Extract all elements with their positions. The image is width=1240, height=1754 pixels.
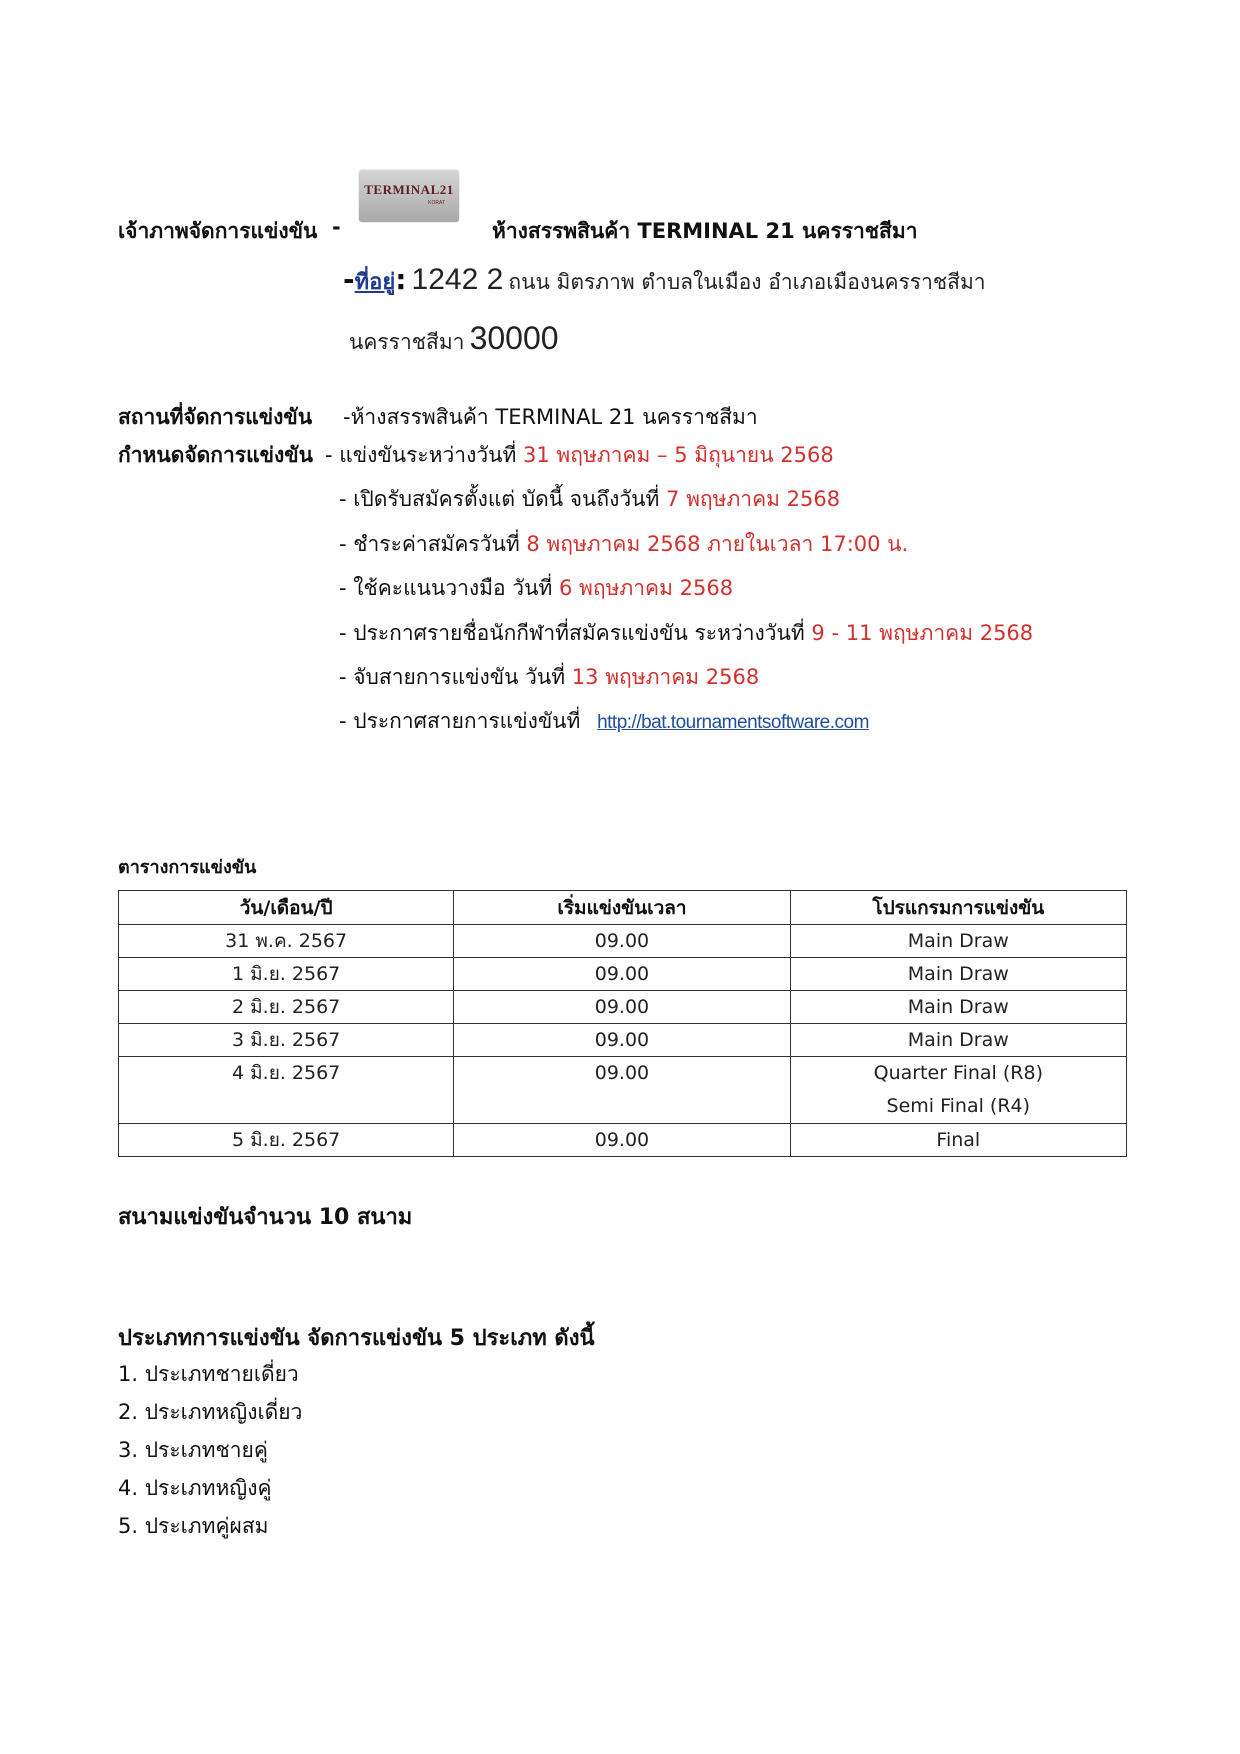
categories-heading: ประเภทการแข่งขัน จัดการแข่งขัน 5 ประเภท ดังนี้ [118,1326,595,1351]
category-item: 4. ประเภทหญิงคู่ [118,1476,272,1500]
table-row [119,1057,1127,1124]
schedule-item [339,617,1033,650]
cell-time: 09.00 [454,958,790,991]
address-prefix: - [343,263,355,296]
cell-date: 4 มิ.ย. 2567 [119,1057,454,1124]
program-line-2: Semi Final (R4) [886,1095,1031,1117]
host-dash: - [332,215,341,239]
header-time: เริ่มแข่งขันเวลา [454,891,790,925]
address-street: ถนน มิตรภาพ ตำบลในเมือง อำเภอเมืองนครราชสีมา [508,270,986,294]
schedule-item [339,483,840,516]
schedule-item-text: - ประกาศรายชื่อนักกีฬาที่สมัครแข่งขัน ระหว่างวันที่ [339,621,812,645]
schedule-item-text: - จับสายการแข่งขัน วันที่ [339,665,572,689]
venue-label: สถานที่จัดการแข่งขัน [118,405,313,429]
schedule-item-date: 9 - 11 พฤษภาคม 2568 [811,621,1034,645]
header-program: โปรแกรมการแข่งขัน [790,891,1126,925]
address-number: 1242 2 [411,263,504,296]
schedule-item-text: - แข่งขันระหว่างวันที่ [325,443,524,467]
address-colon: : [395,263,407,296]
cell-program: Final [790,1124,1126,1157]
schedule-item [339,528,908,561]
cell-date: 5 มิ.ย. 2567 [119,1124,454,1157]
cell-time: 09.00 [454,1057,790,1124]
cell-time: 09.00 [454,925,790,958]
schedule-item [339,572,733,605]
logo-text: TERMINAL21 [364,182,454,197]
schedule-item-date: 6 พฤษภาคม 2568 [558,576,734,600]
tournament-link[interactable]: http://bat.tournamentsoftware.com [597,712,869,733]
category-item: 1. ประเภทชายเดี่ยว [118,1362,299,1386]
cell-program: Main Draw [790,925,1126,958]
schedule-announce [339,705,869,738]
category-item: 5. ประเภทคู่ผสม [118,1514,269,1538]
table-row [119,925,1127,958]
cell-program: Main Draw [790,958,1126,991]
cell-program: Main Draw [790,1024,1126,1057]
cell-date: 31 พ.ค. 2567 [119,925,454,958]
courts-info: สนามแข่งขันจำนวน 10 สนาม [118,1205,413,1230]
table-title: ตารางการแข่งขัน [118,857,257,878]
schedule-item-text: - เปิดรับสมัครตั้งแต่ บัดนี้ จนถึงวันที่ [339,487,667,511]
table-row [119,958,1127,991]
schedule-item [339,661,759,694]
category-item: 2. ประเภทหญิงเดี่ยว [118,1400,303,1424]
venue-value: -ห้างสรรพสินค้า TERMINAL 21 นครราชสีมา [343,405,758,429]
cell-date: 2 มิ.ย. 2567 [119,991,454,1024]
table-row [119,991,1127,1024]
schedule-item-date: 31 พฤษภาคม – 5 มิถุนายน 2568 [523,443,834,467]
host-label: เจ้าภาพจัดการแข่งขัน [118,219,318,243]
schedule-table [118,890,1127,1157]
address-line [343,263,986,299]
host-name: ห้างสรรพสินค้า TERMINAL 21 นครราชสีมา [492,219,918,243]
cell-time: 09.00 [454,1024,790,1057]
schedule-item-date: 8 พฤษภาคม 2568 ภายในเวลา 17:00 น. [526,532,909,556]
cell-time: 09.00 [454,991,790,1024]
header-date: วัน/เดือน/ปี [119,891,454,925]
schedule-item-date: 7 พฤษภาคม 2568 [666,487,841,511]
schedule-label: กำหนดจัดการแข่งขัน [118,443,313,467]
address-postcode: 30000 [469,320,559,356]
address-line-2 [349,320,559,359]
cell-time: 09.00 [454,1124,790,1157]
cell-program [790,1057,1126,1124]
table-header-row [119,891,1127,925]
cell-date: 1 มิ.ย. 2567 [119,958,454,991]
schedule-item-date: 13 พฤษภาคม 2568 [571,665,760,689]
table-row [119,1024,1127,1057]
cell-program: Main Draw [790,991,1126,1024]
terminal21-logo [359,170,459,222]
schedule-item-text: - ใช้คะแนนวางมือ วันที่ [339,576,559,600]
cell-date: 3 มิ.ย. 2567 [119,1024,454,1057]
category-item: 3. ประเภทชายคู่ [118,1438,268,1462]
schedule-announce-text: - ประกาศสายการแข่งขันที่ [339,709,581,733]
address-label: ที่อยู่ [354,269,396,295]
table-row [119,1124,1127,1157]
address-province: นครราชสีมา [349,330,465,354]
program-line-1: Quarter Final (R8) [873,1062,1043,1084]
schedule-item-text: - ชำระค่าสมัครวันที่ [339,532,527,556]
schedule-item [325,439,834,472]
logo-subtext: KORAT [428,200,445,206]
